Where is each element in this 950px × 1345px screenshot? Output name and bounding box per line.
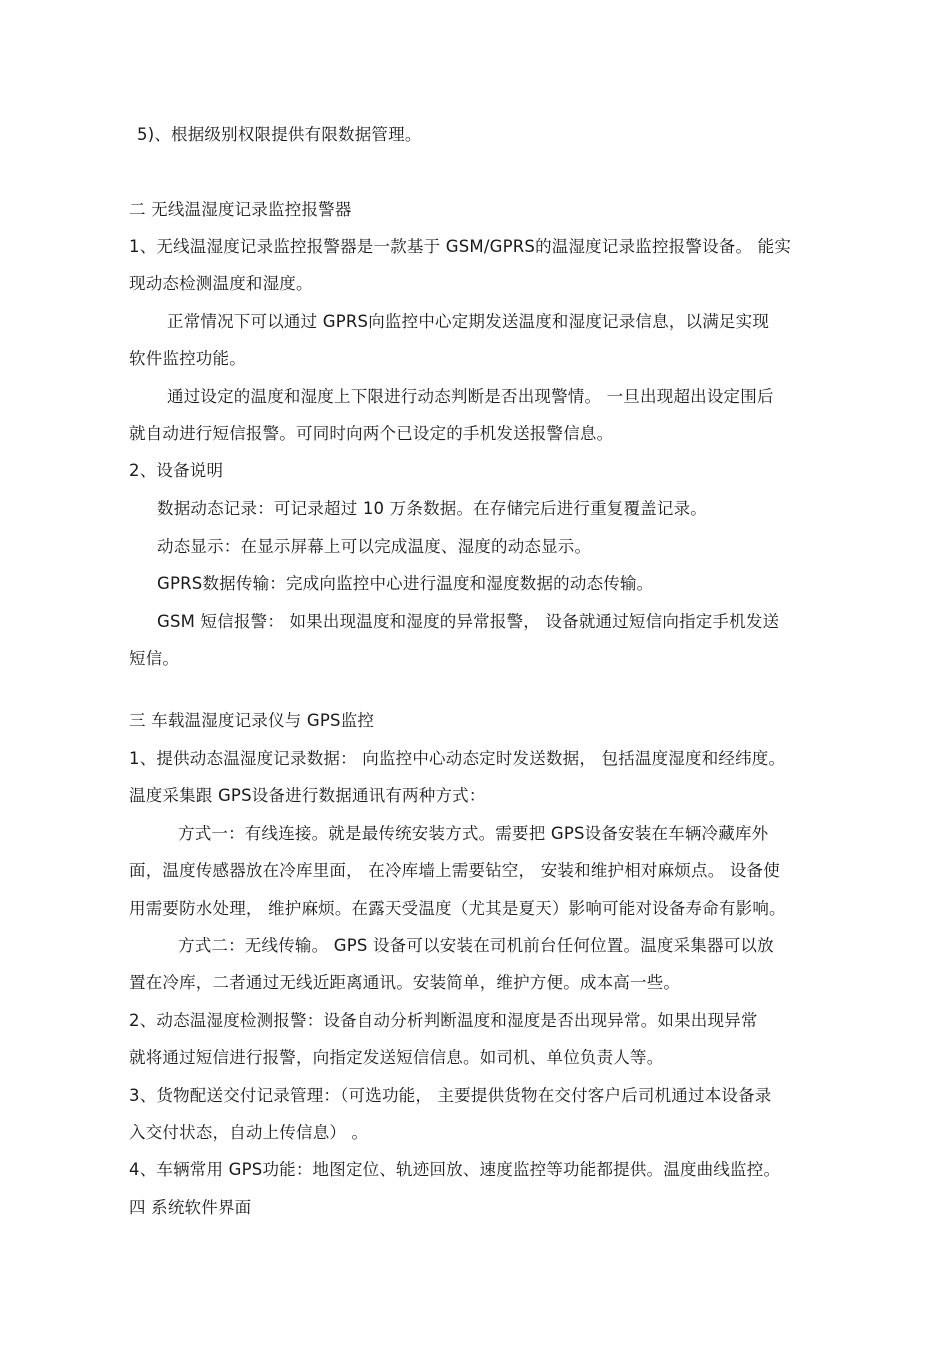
paragraph-line: 面，温度传感器放在冷库里面， 在冷库墙上需要钻空， 安装和维护相对麻烦点。 设备使 xyxy=(129,861,780,880)
paragraph-line: 方式二：无线传输。 GPS 设备可以安装在司机前台任何位置。温度采集器可以放 xyxy=(178,936,774,955)
paragraph-line: 动态显示：在显示屏幕上可以完成温度、湿度的动态显示。 xyxy=(157,537,592,556)
paragraph-line: 现动态检测温度和湿度。 xyxy=(129,274,313,293)
paragraph-line: 短信。 xyxy=(129,649,180,668)
paragraph-line: GPRS数据传输：完成向监控中心进行温度和湿度数据的动态传输。 xyxy=(157,574,654,593)
paragraph-line: 置在冷库，二者通过无线近距离通讯。安装简单，维护方便。成本高一些。 xyxy=(129,973,681,992)
paragraph-line: 用需要防水处理， 维护麻烦。在露天受温度（尤其是夏天）影响可能对设备寿命有影响。 xyxy=(129,899,786,918)
paragraph-line: 就将通过短信进行报警，向指定发送短信信息。如司机、单位负责人等。 xyxy=(129,1048,664,1067)
section-heading-2: 二 无线温湿度记录监控报警器 xyxy=(129,200,352,219)
section-heading-4: 四 系统软件界面 xyxy=(129,1198,252,1217)
paragraph-line: 就自动进行短信报警。可同时向两个已设定的手机发送报警信息。 xyxy=(129,424,614,443)
paragraph-line: 入交付状态，自动上传信息） 。 xyxy=(129,1123,369,1142)
paragraph-line: 4、车辆常用 GPS功能：地图定位、轨迹回放、速度监控等功能都提供。温度曲线监控。 xyxy=(129,1160,781,1179)
paragraph-line: 通过设定的温度和湿度上下限进行动态判断是否出现警情。 一旦出现超出设定围后 xyxy=(167,387,774,406)
paragraph-item-5: 5)、根据级别权限提供有限数据管理。 xyxy=(137,125,422,144)
paragraph-line: GSM 短信报警： 如果出现温度和湿度的异常报警， 设备就通过短信向指定手机发送 xyxy=(157,612,780,631)
paragraph-line: 数据动态记录：可记录超过 10 万条数据。在存储完后进行重复覆盖记录。 xyxy=(157,499,707,518)
section-heading-3: 三 车载温湿度记录仪与 GPS监控 xyxy=(129,711,375,730)
paragraph-line: 正常情况下可以通过 GPRS向监控中心定期发送温度和湿度记录信息，以满足实现 xyxy=(167,312,770,331)
subheading-device-description: 2、设备说明 xyxy=(129,461,224,480)
paragraph-line: 软件监控功能。 xyxy=(129,349,246,368)
paragraph-line: 1、提供动态温湿度记录数据： 向监控中心动态定时发送数据， 包括温度湿度和经纬度。 xyxy=(129,749,786,768)
paragraph-line: 1、无线温湿度记录监控报警器是一款基于 GSM/GPRS的温湿度记录监控报警设备。 能实 xyxy=(129,237,792,256)
paragraph-line: 3、货物配送交付记录管理：（可选功能， 主要提供货物在交付客户后司机通过本设备录 xyxy=(129,1086,772,1105)
paragraph-line: 2、动态温湿度检测报警：设备自动分析判断温度和湿度是否出现异常。如果出现异常 xyxy=(129,1011,758,1030)
paragraph-line: 方式一：有线连接。就是最传统安装方式。需要把 GPS设备安装在车辆冷藏库外 xyxy=(178,824,769,843)
paragraph-line: 温度采集跟 GPS设备进行数据通讯有两种方式： xyxy=(129,786,486,805)
